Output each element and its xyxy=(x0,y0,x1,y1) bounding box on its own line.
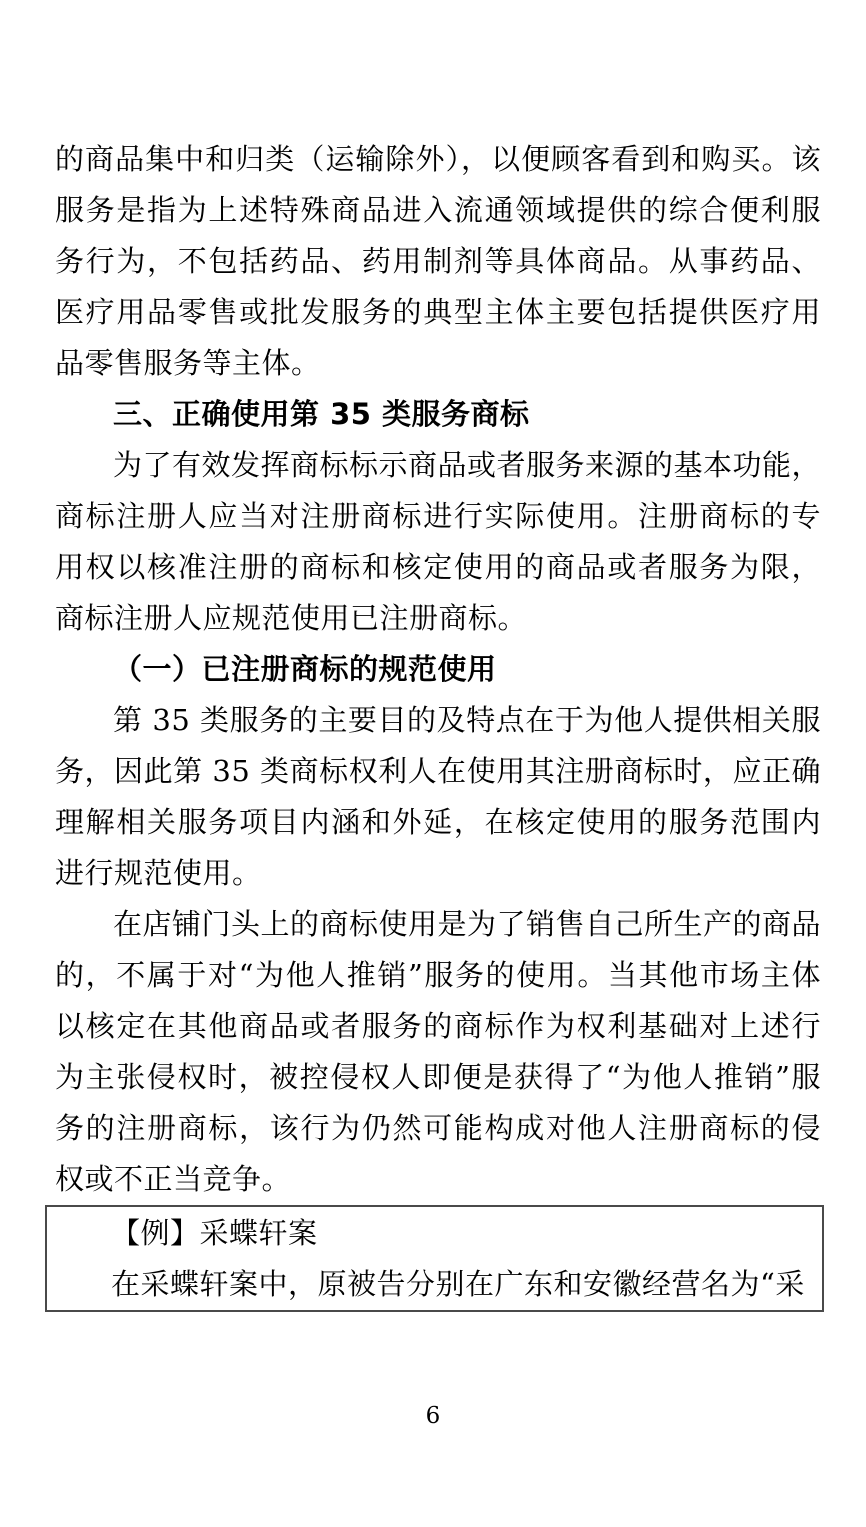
subsection-paragraph-2: 在店铺门头上的商标使用是为了销售自己所生产的商品的，不属于对“为他人推销”服务的使用。当其他市场主体以核定在其他商品或者服务的商标作为权利基础对上述行为主张侵权时，被控侵权人即便是获得了“为他人推销”服务的注册商标，该行为仍然可能构成对他人注册商标的侵权或不正当竞争。 xyxy=(55,907,822,1196)
page-number: 6 xyxy=(425,1403,441,1429)
section-paragraph: 为了有效发挥商标标示商品或者服务来源的基本功能，商标注册人应当对注册商标进行实际使用。注册商标的专用权以核准注册的商标和核定使用的商品或者服务为限，商标注册人应规范使用已注册商标。 xyxy=(55,448,822,635)
section-heading: 三、正确使用第 35 类服务商标 xyxy=(113,397,530,431)
page-footer xyxy=(0,1399,866,1433)
example-body-line: 在采蝶轩案中，原被告分别在广东和安徽经营名为“采 xyxy=(111,1267,805,1301)
example-box xyxy=(45,1205,824,1312)
continuation-paragraph: 的商品集中和归类（运输除外），以便顾客看到和购买。该服务是指为上述特殊商品进入流通领域提供的综合便利服务行为，不包括药品、药用制剂等具体商品。从事药品、医疗用品零售或批发服务的典型主体主要包括提供医疗用品零售服务等主体。 xyxy=(55,142,821,380)
example-title: 【例】采蝶轩案 xyxy=(111,1216,318,1250)
subsection-paragraph-1: 第 35 类服务的主要目的及特点在于为他人提供相关服务，因此第 35 类商标权利人在使用其注册商标时，应正确理解相关服务项目内涵和外延，在核定使用的服务范围内进行规范使用。 xyxy=(55,703,821,890)
subsection-heading: （一）已注册商标的规范使用 xyxy=(113,652,497,686)
document-body xyxy=(55,134,821,1312)
